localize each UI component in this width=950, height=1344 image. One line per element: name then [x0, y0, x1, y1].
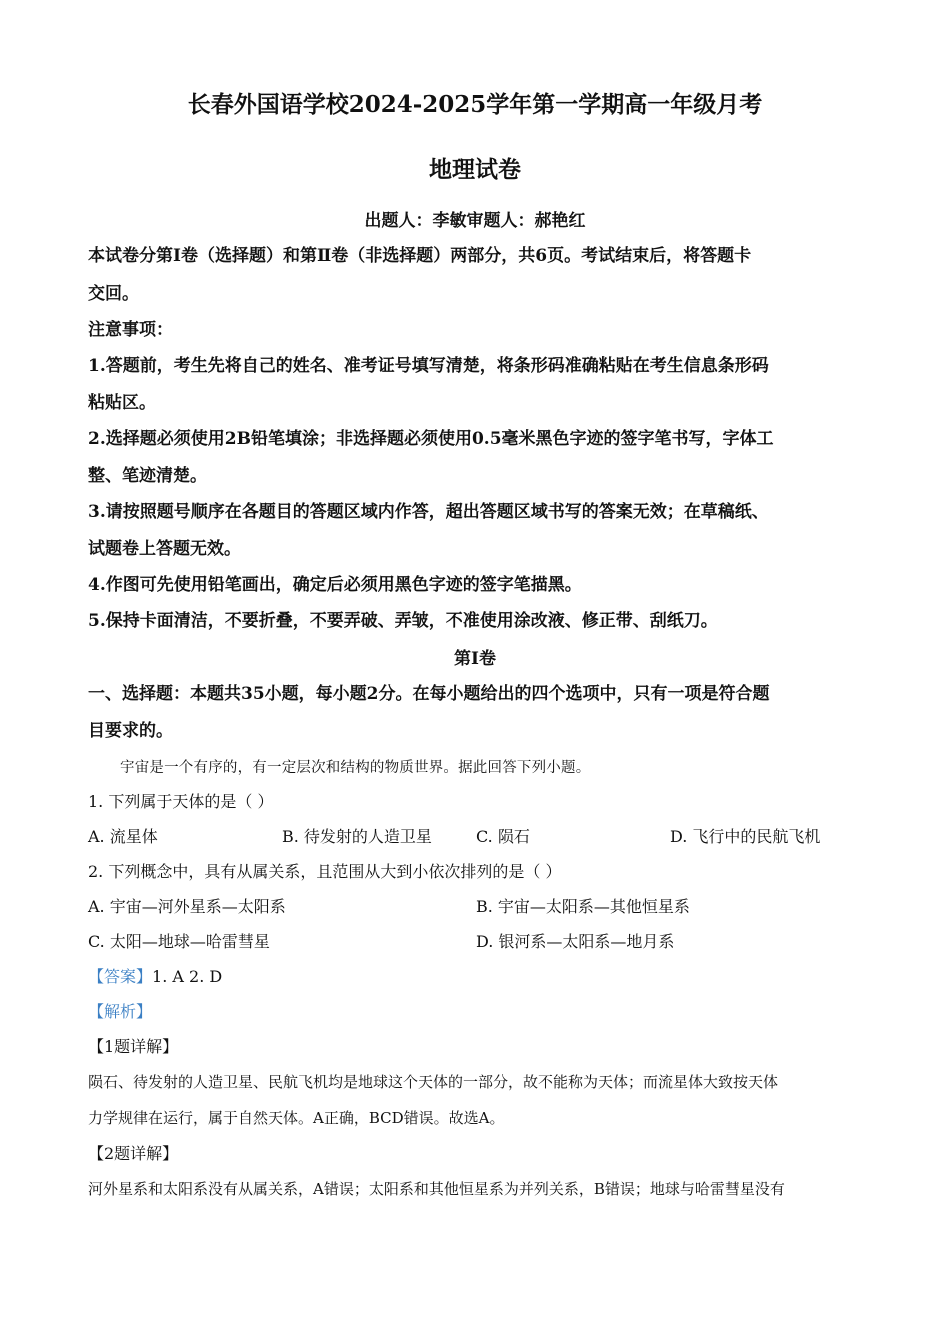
question-2-option-c: C. 太阳—地球—哈雷彗星 [88, 932, 270, 951]
notes-heading: 注意事项： [88, 320, 173, 340]
q2-detail-line-1: 河外星系和太阳系没有从属关系，A错误；太阳系和其他恒星系为并列关系，B错误；地球与哈雷彗星没有 [88, 1180, 785, 1198]
note-2-line-2: 整、笔迹清楚。 [88, 466, 207, 486]
note-4: 4.作图可先使用铅笔画出，确定后必须用黑色字迹的签字笔描黑。 [88, 575, 582, 595]
note-2-line-1: 2.选择题必须使用2B铅笔填涂；非选择题必须使用0.5毫米黑色字迹的签字笔书写，字体工 [88, 429, 774, 449]
question-2-option-d: D. 银河系—太阳系—地月系 [476, 932, 675, 951]
question-2-stem: 2. 下列概念中，具有从属关系，且范围从大到小依次排列的是（ ） [88, 862, 562, 881]
question-1-option-b: B. 待发射的人造卫星 [282, 827, 432, 846]
question-1-option-c: C. 陨石 [476, 827, 530, 846]
exam-subject: 地理试卷 [429, 156, 521, 183]
question-1-option-d: D. 飞行中的民航飞机 [670, 827, 821, 846]
q1-detail-line-1: 陨石、待发射的人造卫星、民航飞机均是地球这个天体的一部分，故不能称为天体；而流星体大致按天体 [88, 1073, 779, 1091]
q2-detail-heading: 【2题详解】 [88, 1144, 179, 1163]
section-heading-line-1: 一、选择题：本题共35小题，每小题2分。在每小题给出的四个选项中，只有一项是符合题 [88, 684, 770, 704]
analysis-label: 【解析】 [88, 1002, 153, 1021]
answer-text: 1. A 2. D [152, 967, 223, 986]
q1-detail-line-2: 力学规律在运行，属于自然天体。A正确，BCD错误。故选A。 [88, 1109, 505, 1127]
note-1-line-2: 粘贴区。 [88, 393, 156, 413]
question-1-stem: 1. 下列属于天体的是（ ） [88, 792, 274, 811]
note-3-line-2: 试题卷上答题无效。 [88, 539, 241, 559]
note-5: 5.保持卡面清洁，不要折叠，不要弄破、弄皱，不准使用涂改液、修正带、刮纸刀。 [88, 611, 718, 631]
answer-label: 【答案】 [88, 967, 153, 986]
question-2-option-b: B. 宇宙—太阳系—其他恒星系 [476, 897, 690, 916]
question-1-option-a: A. 流星体 [88, 827, 158, 846]
exam-setter: 出题人：李敏审题人：郝艳红 [364, 211, 586, 231]
volume-heading: 第Ⅰ卷 [454, 649, 496, 669]
question-material: 宇宙是一个有序的，有一定层次和结构的物质世界。据此回答下列小题。 [120, 760, 591, 776]
q1-detail-heading: 【1题详解】 [88, 1037, 179, 1056]
section-heading-line-2: 目要求的。 [88, 721, 173, 741]
note-3-line-1: 3.请按照题号顺序在各题目的答题区域内作答，超出答题区域书写的答案无效；在草稿纸、 [88, 502, 769, 522]
exam-title: 长春外国语学校2024-2025学年第一学期高一年级月考 [187, 91, 763, 118]
question-2-option-a: A. 宇宙—河外星系—太阳系 [88, 897, 286, 916]
answer-row [88, 966, 868, 988]
intro-line-2: 交回。 [88, 284, 139, 304]
intro-line-1: 本试卷分第Ⅰ卷（选择题）和第Ⅱ卷（非选择题）两部分，共6页。考试结束后，将答题卡 [88, 246, 752, 266]
note-1-line-1: 1.答题前，考生先将自己的姓名、准考证号填写清楚，将条形码准确粘贴在考生信息条形码 [88, 356, 769, 376]
